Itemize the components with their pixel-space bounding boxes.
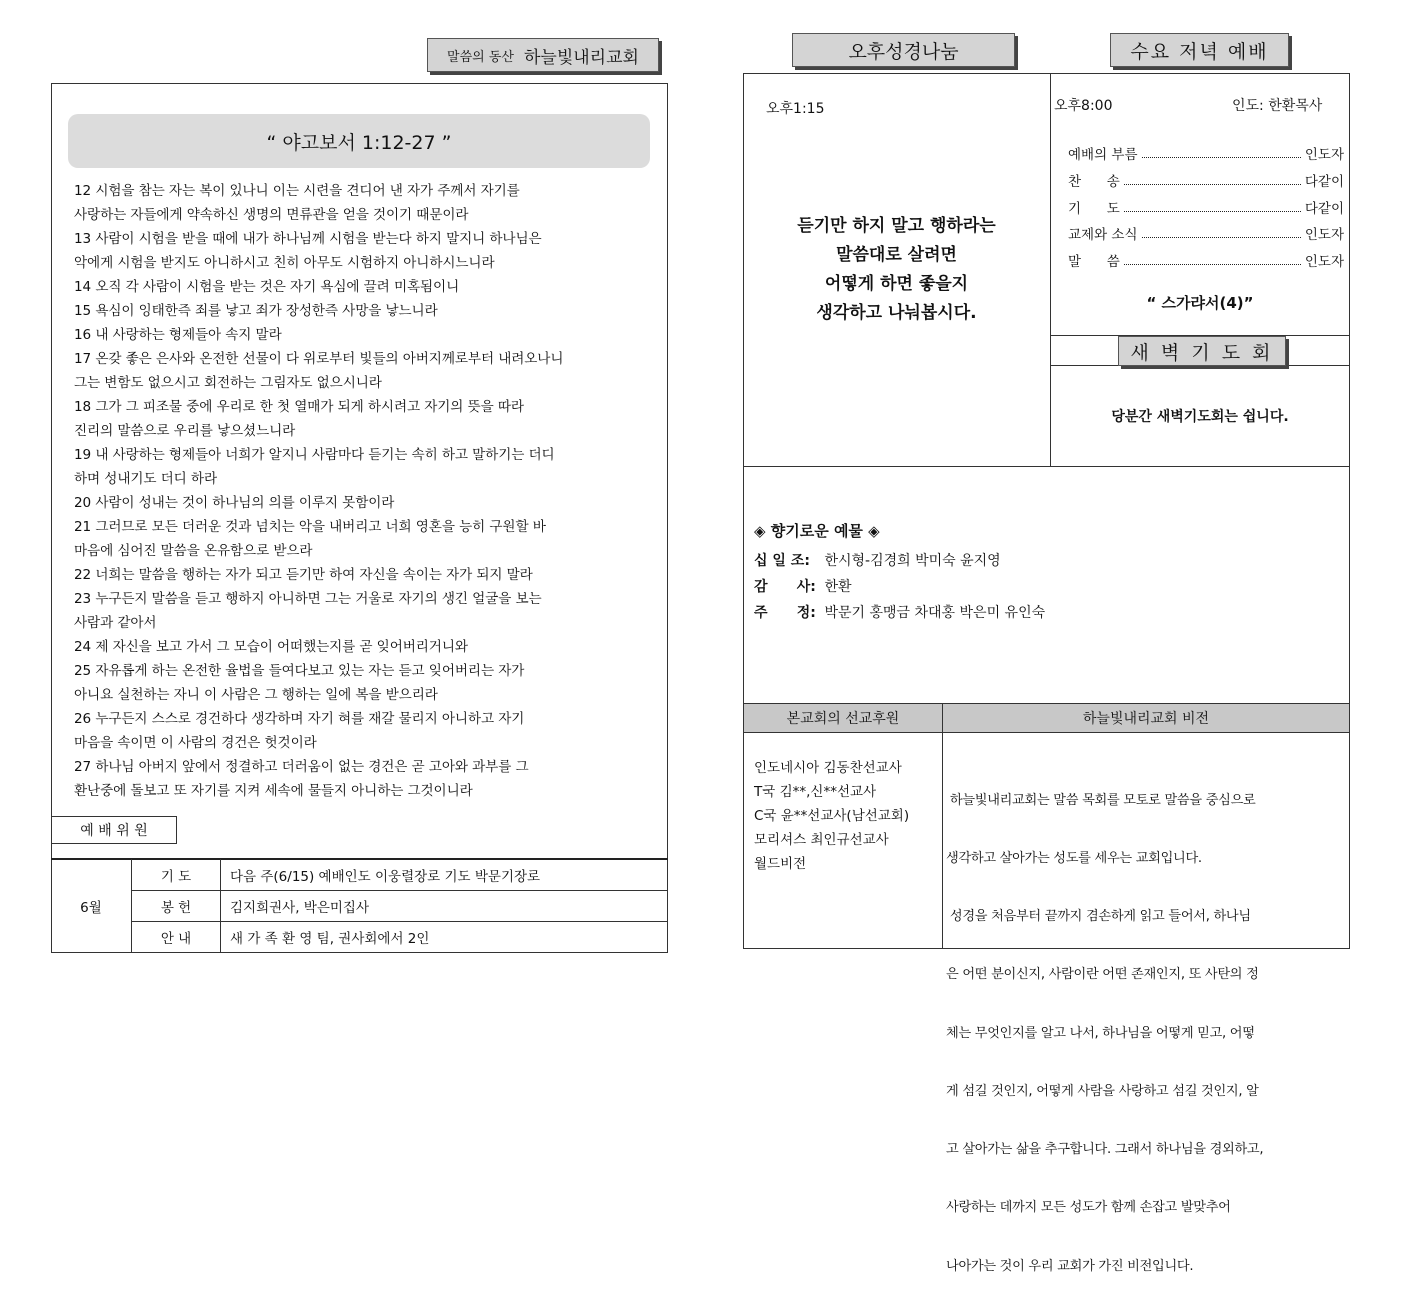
verse-line: 20 사람이 성내는 것이 하나님의 의를 이루지 못함이라: [74, 495, 395, 511]
verse-line: 악에게 시험을 받지도 아니하시고 친히 아무도 시험하지 아니하시느니라: [74, 255, 495, 271]
vision-line: 게 섬길 것인지, 어떻게 사람을 사랑하고 섬길 것인지, 알: [946, 1083, 1259, 1099]
order-item: 말 씀: [1068, 254, 1120, 270]
verse-line: 26 누구든지 스스로 경건하다 생각하며 자기 혀를 재갈 물리지 아니하고 자기: [74, 711, 525, 727]
verse-list: [74, 179, 664, 803]
committee-detail: 김지희권사, 박은미집사: [230, 900, 369, 916]
verse-line: 환난중에 돌보고 또 자기를 지켜 세속에 물들지 아니하는 그것이니라: [74, 783, 473, 799]
committee-label-box: [51, 816, 177, 844]
top-section-bottom: [743, 466, 1350, 467]
offering-label: 감 사:: [754, 579, 816, 595]
committee-label: 예 배 위 원: [80, 823, 148, 839]
offering-names: 한시형-김경희 박미숙 윤지영: [824, 553, 1001, 569]
order-by: 인도자: [1304, 227, 1344, 243]
verse-line: 12 시험을 참는 자는 복이 있나니 이는 시련을 견디어 낸 자가 주께서 자기를: [74, 183, 520, 199]
afternoon-heading-box: [792, 33, 1015, 67]
verse-line: 23 누구든지 말씀을 듣고 행하지 아니하면 그는 거울로 자기의 생긴 얼굴을 보는: [74, 591, 542, 607]
order-by: 다같이: [1304, 174, 1344, 190]
dawn-notice: 당분간 새벽기도회는 쉽니다.: [1111, 409, 1289, 425]
offering-names: 박문기 홍맹금 차대홍 박은미 유인숙: [824, 605, 1046, 621]
header-church-name: 하늘빛내리교회: [523, 47, 639, 68]
verse-line: 15 욕심이 잉태한즉 죄를 낳고 죄가 장성한즉 사망을 낳느니라: [74, 303, 438, 319]
order-row: [1068, 197, 1344, 217]
offering-row: [754, 574, 1045, 600]
verse-line: 마음을 속이면 이 사람의 경건은 헛것이라: [74, 735, 317, 751]
vision-heading: 하늘빛내리교회 비전: [1082, 711, 1210, 727]
committee-detail: 다음 주(6/15) 예배인도 이웅렬장로 기도 박문기장로: [230, 869, 541, 885]
order-item: 찬 송: [1068, 174, 1120, 190]
wednesday-heading-box: [1110, 33, 1289, 67]
mission-item: C국 윤**선교사(남선교회): [754, 808, 910, 824]
verse-line: 사랑하는 자들에게 약속하신 생명의 면류관을 얻을 것이기 때문이라: [74, 207, 469, 223]
dawn-heading: 새 벽 기 도 회: [1130, 341, 1274, 364]
bottom-table-divider: [942, 703, 943, 949]
order-by: 인도자: [1304, 147, 1344, 163]
wednesday-leader: 인도: 한환목사: [1232, 98, 1323, 114]
vision-line: 체는 무엇인지를 알고 나서, 하나님을 어떻게 믿고, 어떻: [946, 1025, 1255, 1041]
offering-list: [754, 548, 1045, 626]
message-line: 어떻게 하면 좋을지: [824, 274, 969, 294]
offering-row: [754, 548, 1045, 574]
sermon-title: “ 스가랴서(4)”: [1146, 294, 1254, 312]
order-row: [1068, 250, 1344, 270]
offering-label: 주 정:: [754, 605, 816, 621]
dotted-leader: [1142, 149, 1301, 158]
scripture-title-box: [68, 114, 650, 168]
afternoon-heading: 오후성경나눔: [848, 40, 959, 63]
message-line: 생각하고 나눠봅시다.: [816, 303, 977, 323]
verse-line: 13 사람이 시험을 받을 때에 내가 하나님께 시험을 받는다 하지 말지니 하나님은: [74, 231, 542, 247]
dotted-leader: [1124, 256, 1301, 265]
offering-names: 한환: [824, 579, 852, 595]
mission-item: 월드비전: [754, 856, 807, 872]
church-header-box: [427, 38, 659, 72]
committee-role: 봉 헌: [160, 900, 192, 916]
header-label: 말씀의 동산: [447, 49, 514, 65]
order-by: 인도자: [1304, 254, 1344, 270]
vision-line: 생각하고 살아가는 성도를 세우는 교회입니다.: [946, 851, 1202, 867]
order-row: [1068, 223, 1344, 243]
committee-col-divider: [220, 859, 221, 952]
verse-line: 22 너희는 말씀을 행하는 자가 되고 듣기만 하여 자신을 속이는 자가 되지 말라: [74, 567, 533, 583]
dotted-leader: [1124, 203, 1301, 212]
vision-line: 나아가는 것이 우리 교회가 가진 비전입니다.: [946, 1258, 1194, 1274]
verse-line: 17 온갖 좋은 은사와 온전한 선물이 다 위로부터 빛들의 아버지께로부터 내려오나니: [74, 351, 564, 367]
verse-line: 25 자유롭게 하는 온전한 율법을 들여다보고 있는 자는 듣고 잊어버리는 자가: [74, 663, 525, 679]
mission-item: 인도네시아 김동찬선교사: [754, 760, 902, 776]
missions-heading: 본교회의 선교후원: [786, 711, 900, 727]
offering-heading: ◈ 향기로운 예물 ◈: [754, 522, 880, 540]
committee-role: 안 내: [160, 931, 192, 947]
verse-line: 24 제 자신을 보고 가서 그 모습이 어떠했는지를 곧 잊어버리거니와: [74, 639, 468, 655]
order-item: 교제와 소식: [1068, 227, 1138, 243]
verse-line: 그는 변함도 없으시고 회전하는 그림자도 없으시니라: [74, 375, 382, 391]
verse-line: 14 오직 각 사람이 시험을 받는 것은 자기 욕심에 끌려 미혹됨이니: [74, 279, 460, 295]
offering-row: [754, 600, 1045, 626]
mission-item: T국 김**,신**선교사: [754, 784, 877, 800]
order-item: 기 도: [1068, 201, 1120, 217]
verse-line: 19 내 사랑하는 형제들아 너희가 알지니 사람마다 듣기는 속히 하고 말하기는 더디: [74, 447, 555, 463]
wednesday-heading: 수요 저녁 예배: [1130, 40, 1269, 63]
order-row: [1068, 143, 1344, 163]
offering-label: 십 일 조:: [754, 553, 810, 569]
dotted-leader: [1142, 229, 1301, 238]
afternoon-message: [743, 212, 1050, 328]
committee-month: 6월: [80, 899, 102, 916]
mission-item: 모리셔스 최인규선교사: [754, 832, 889, 848]
dawn-heading-box: [1118, 336, 1286, 366]
verse-line: 하며 성내기도 더디 하라: [74, 471, 217, 487]
vision-line: 고 살아가는 삶을 추구합니다. 그래서 하나님을 경외하고,: [946, 1142, 1264, 1158]
message-line: 말씀대로 살려면: [836, 245, 957, 265]
verse-line: 16 내 사랑하는 형제들아 속지 말라: [74, 327, 282, 343]
order-by: 다같이: [1304, 201, 1344, 217]
vision-line: 성경을 처음부터 끝까지 겸손하게 읽고 들어서, 하나님: [946, 909, 1251, 925]
verse-line: 18 그가 그 피조물 중에 우리로 한 첫 열매가 되게 하시려고 자기의 뜻을 따라: [74, 399, 524, 415]
scripture-title: “ 야고보서 1:12-27 ”: [266, 131, 452, 154]
verse-line: 사람과 같아서: [74, 615, 157, 631]
vision-text: [946, 752, 1346, 1295]
verse-line: 진리의 말씀으로 우리를 낳으셨느니라: [74, 423, 296, 439]
wednesday-time: 오후8:00: [1054, 98, 1113, 114]
committee-role: 기 도: [160, 869, 192, 885]
order-item: 예배의 부름: [1068, 147, 1138, 163]
verse-line: 27 하나님 아버지 앞에서 정결하고 더러움이 없는 경건은 곧 고아와 과부를 그: [74, 759, 529, 775]
message-line: 듣기만 하지 말고 행하라는: [797, 216, 996, 236]
missions-list: [754, 756, 909, 876]
committee-detail: 새 가 족 환 영 팀, 권사회에서 2인: [230, 931, 430, 947]
vision-line: 은 어떤 분이신지, 사람이란 어떤 존재인지, 또 사탄의 정: [946, 967, 1259, 983]
verse-line: 아니요 실천하는 자니 이 사람은 그 행하는 일에 복을 받으리라: [74, 687, 438, 703]
vision-line: 하늘빛내리교회는 말씀 목회를 모토로 말씀을 중심으로: [946, 792, 1256, 808]
dotted-leader: [1124, 176, 1301, 185]
order-row: [1068, 170, 1344, 190]
afternoon-time: 오후1:15: [766, 101, 825, 117]
verse-line: 마음에 심어진 말씀을 온유함으로 받으라: [74, 543, 313, 559]
verse-line: 21 그러므로 모든 더러운 것과 넘치는 악을 내버리고 너희 영혼을 능히 구원할 바: [74, 519, 546, 535]
vision-line: 사랑하는 데까지 모든 성도가 함께 손잡고 발맞추어: [946, 1200, 1231, 1216]
